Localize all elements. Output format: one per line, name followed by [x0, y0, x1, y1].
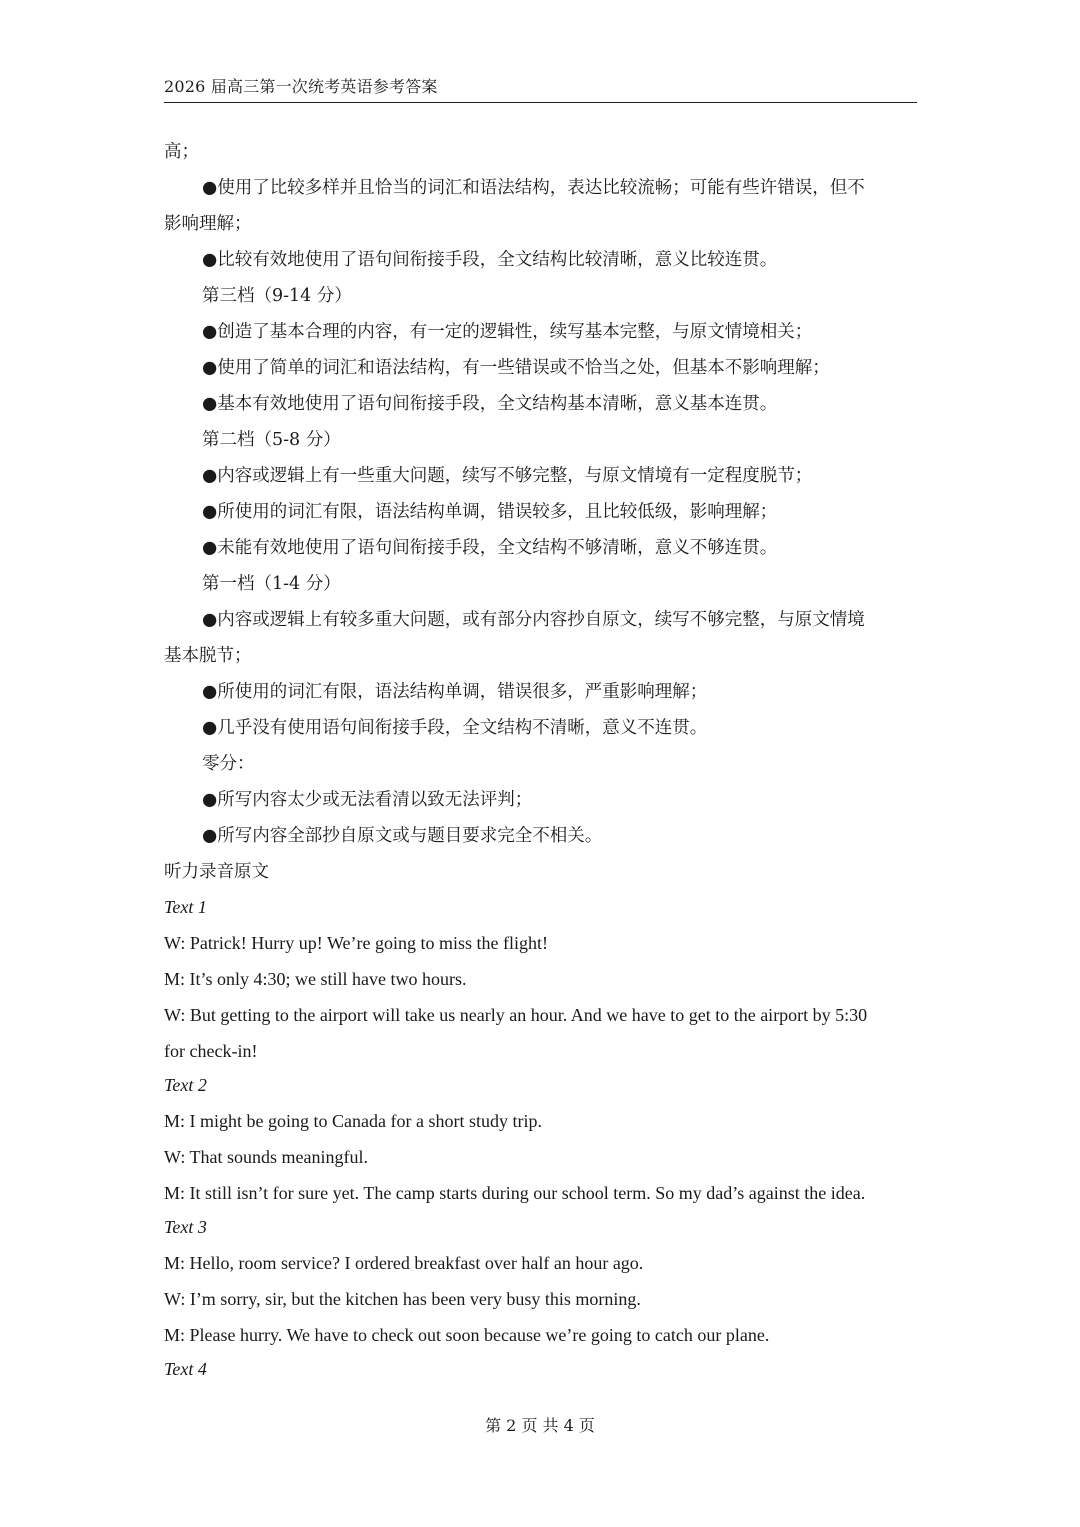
text-label: Text 1 [164, 897, 207, 917]
page-header [164, 76, 917, 103]
text-label: Text 3 [164, 1217, 207, 1237]
dialogue-line: W: I’m sorry, sir, but the kitchen has been very busy this morning. [164, 1289, 641, 1309]
scoring-line: 基本脱节； [164, 646, 252, 666]
scoring-bullet: ●所使用的词汇有限，语法结构单调，错误很多，严重影响理解； [202, 682, 708, 702]
scoring-bullet: ●比较有效地使用了语句间衔接手段，全文结构比较清晰，意义比较连贯。 [202, 250, 778, 270]
scoring-bullet: ●所写内容太少或无法看清以致无法评判； [202, 790, 533, 810]
scoring-bullet: ●创造了基本合理的内容，有一定的逻辑性，续写基本完整，与原文情境相关； [202, 322, 813, 342]
dialogue-line: M: Please hurry. We have to check out soon because we’re going to catch our plane. [164, 1325, 770, 1345]
dialogue-line: for check-in! [164, 1041, 258, 1061]
scoring-bullet: ●所使用的词汇有限，语法结构单调，错误较多，且比较低级，影响理解； [202, 502, 778, 522]
dialogue-line: W: Patrick! Hurry up! We’re going to miss the flight! [164, 933, 548, 953]
dialogue-line: M: It still isn’t for sure yet. The camp starts during our school term. So my dad’s against the idea. [164, 1183, 866, 1203]
dialogue-line: W: But getting to the airport will take us nearly an hour. And we have to get to the airport by 5:30 [164, 1005, 868, 1025]
scoring-bullet: ●未能有效地使用了语句间衔接手段，全文结构不够清晰，意义不够连贯。 [202, 538, 778, 558]
scoring-band-heading: 第三档（9-14 分） [202, 286, 352, 306]
scoring-bullet: ●几乎没有使用语句间衔接手段，全文结构不清晰，意义不连贯。 [202, 718, 708, 738]
page-number: 第 2 页 共 4 页 [485, 1416, 595, 1435]
text-label: Text 4 [164, 1359, 207, 1379]
scoring-band-heading: 零分： [202, 754, 255, 774]
scoring-line: 高； [164, 142, 199, 162]
scoring-band-heading: 第二档（5-8 分） [202, 430, 341, 450]
page-footer [0, 1415, 1080, 1437]
scoring-line: 影响理解； [164, 214, 252, 234]
scoring-bullet: ●内容或逻辑上有一些重大问题，续写不够完整，与原文情境有一定程度脱节； [202, 466, 813, 486]
dialogue-line: M: Hello, room service? I ordered breakfast over half an hour ago. [164, 1253, 644, 1273]
header-title: 2026 届高三第一次统考英语参考答案 [164, 77, 438, 96]
scoring-bullet: ●基本有效地使用了语句间衔接手段，全文结构基本清晰，意义基本连贯。 [202, 394, 778, 414]
scoring-band-heading: 第一档（1-4 分） [202, 574, 341, 594]
dialogue-line: M: It’s only 4:30; we still have two hours. [164, 969, 467, 989]
scoring-bullet: ●所写内容全部抄自原文或与题目要求完全不相关。 [202, 826, 603, 846]
text-label: Text 2 [164, 1075, 207, 1095]
dialogue-line: W: That sounds meaningful. [164, 1147, 368, 1167]
scoring-bullet: ●内容或逻辑上有较多重大问题，或有部分内容抄自原文，续写不够完整，与原文情境 [202, 610, 865, 630]
listening-heading: 听力录音原文 [164, 862, 269, 882]
scoring-bullet: ●使用了简单的词汇和语法结构，有一些错误或不恰当之处，但基本不影响理解； [202, 358, 830, 378]
scoring-bullet: ●使用了比较多样并且恰当的词汇和语法结构，表达比较流畅；可能有些许错误，但不 [202, 178, 865, 198]
dialogue-line: M: I might be going to Canada for a short study trip. [164, 1111, 542, 1131]
